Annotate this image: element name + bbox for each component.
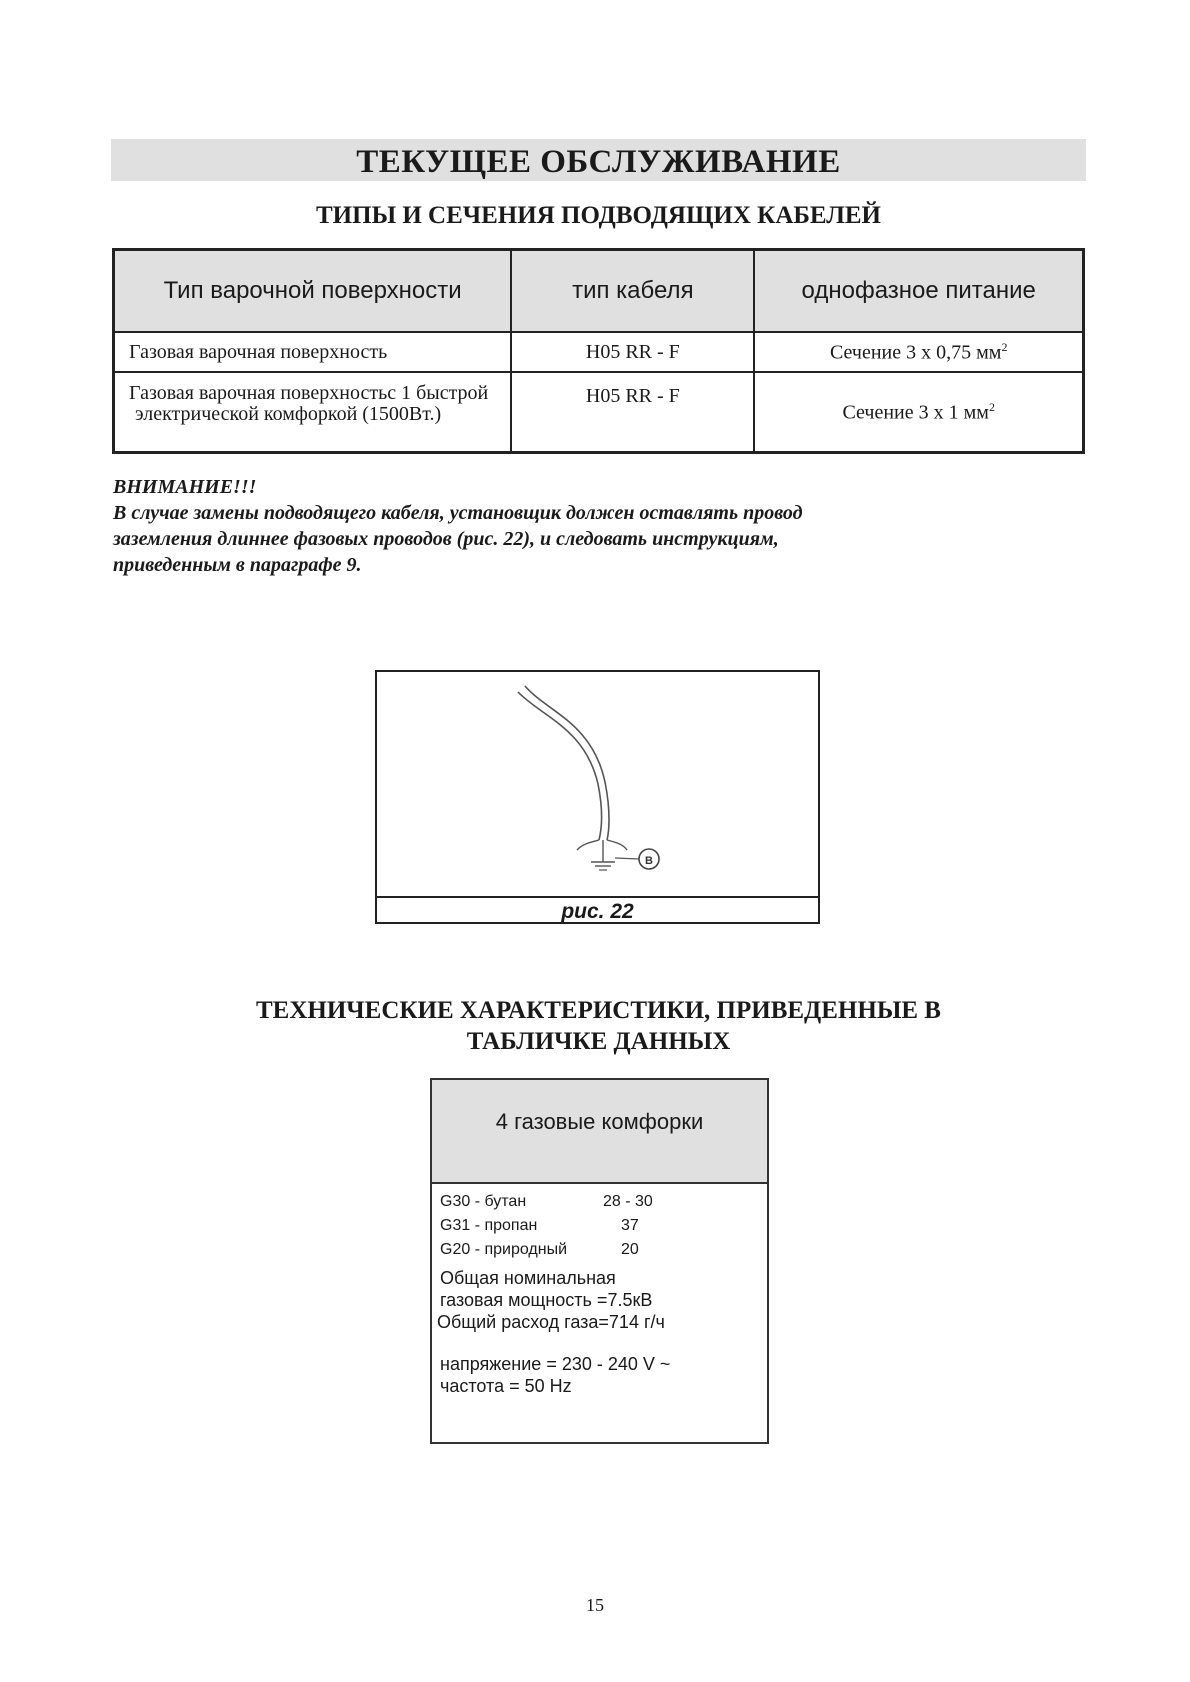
warning-line: приведенным в параграфе 9. [113, 554, 362, 576]
header-cell: тип кабеля [511, 250, 754, 333]
gas-name: G30 - бутан [440, 1193, 527, 1210]
table-cell-cable: H05 RR - F [511, 332, 754, 372]
voltage: напряжение = 230 - 240 V ~ [440, 1354, 671, 1374]
cable-drawing [377, 672, 818, 894]
type-line: электрической комфоркой (1500Вт.) [135, 403, 442, 425]
cable-table [112, 248, 1085, 454]
section-value: Сечение 3 х 1 мм [842, 401, 989, 424]
gas-row [440, 1216, 639, 1236]
header-cell: Тип варочной поверхности [114, 250, 512, 333]
gas-row [440, 1240, 639, 1260]
gas-name: G31 - пропан [440, 1217, 538, 1234]
table-cell-type: Газовая варочная поверхность [114, 332, 512, 372]
gas-pressure: 37 [621, 1217, 639, 1234]
section-subtitle: ТИПЫ И СЕЧЕНИЯ ПОДВОДЯЩИХ КАБЕЛЕЙ [316, 202, 881, 229]
data-plate [430, 1078, 769, 1444]
warning-title: ВНИМАНИЕ!!! [113, 476, 257, 498]
marker-label: B [645, 855, 653, 867]
superscript: 2 [988, 399, 995, 414]
gas-name: G20 - природный [440, 1241, 568, 1258]
tech-specs-title [111, 995, 1086, 1057]
page-title: ТЕКУЩЕЕ ОБСЛУЖИВАНИЕ [111, 139, 1086, 181]
table-cell-section [754, 372, 1083, 453]
figure-22 [375, 670, 820, 924]
table-header-row [114, 250, 1084, 333]
figure-caption: рис. 22 [377, 896, 818, 924]
superscript: 2 [1001, 339, 1008, 354]
header-cell: однофазное питание [754, 250, 1083, 333]
warning-line: В случае замены подводящего кабеля, установщик должен оставлять провод [113, 502, 803, 524]
table-row [114, 332, 1084, 372]
table-cell-section [754, 332, 1083, 372]
power-value: газовая мощность =7.5кВ [440, 1290, 653, 1310]
type-line: Газовая варочная поверхностьс 1 быстрой [129, 382, 489, 404]
title-line: ТАБЛИЧКЕ ДАННЫХ [466, 1028, 731, 1055]
title-line: ТЕХНИЧЕСКИЕ ХАРАКТЕРИСТИКИ, ПРИВЕДЕННЫЕ В [256, 997, 941, 1024]
power-label: Общая номинальная [440, 1268, 616, 1288]
gas-pressure: 20 [621, 1241, 639, 1258]
table-row [114, 372, 1084, 453]
gas-consumption: Общий расход газа=714 г/ч [437, 1312, 665, 1332]
gas-row [440, 1192, 653, 1212]
warning-line: заземления длиннее фазовых проводов (рис. 22), и следовать инструкциям, [113, 528, 779, 550]
table-cell-type [114, 372, 512, 453]
page-number: 15 [586, 1595, 604, 1615]
warning-block [113, 474, 1013, 578]
section-value: Сечение 3 х 0,75 мм [829, 341, 1002, 364]
table-cell-cable: H05 RR - F [511, 372, 754, 453]
gas-pressure: 28 - 30 [603, 1193, 653, 1210]
frequency: частота = 50 Hz [440, 1376, 572, 1396]
data-plate-heading: 4 газовые комфорки [432, 1080, 767, 1184]
